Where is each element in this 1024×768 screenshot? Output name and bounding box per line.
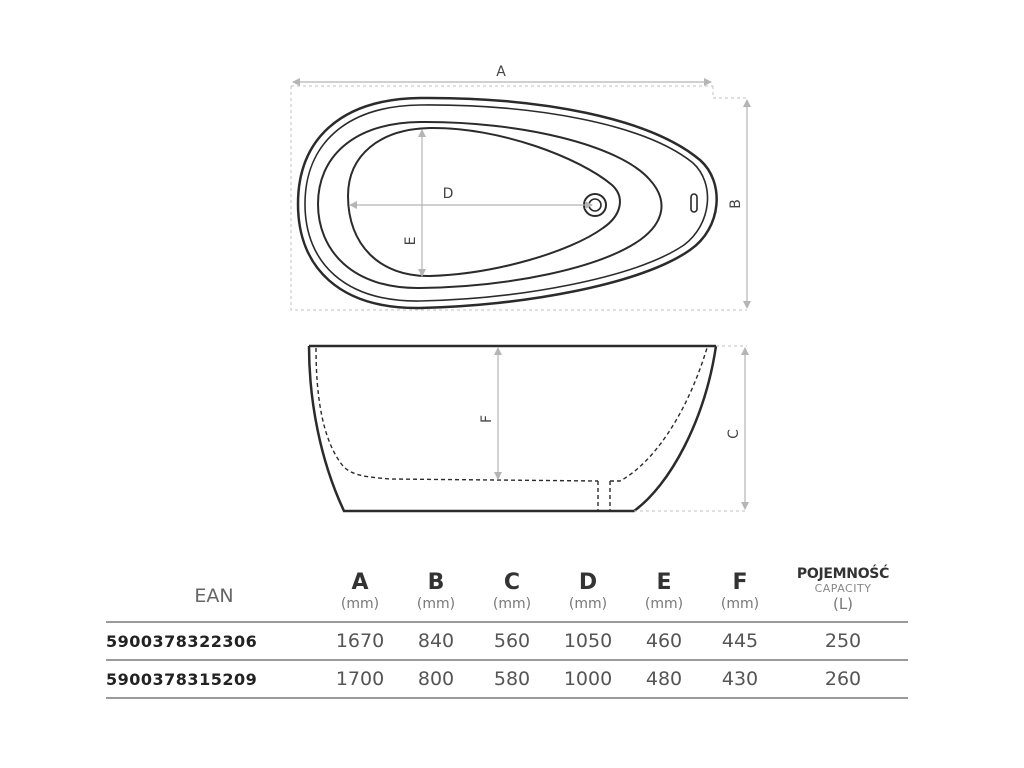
table-row [106,622,908,660]
cell-e: 480 [626,660,702,698]
dimension-label-a: A [496,64,506,80]
column-unit: (mm) [492,596,532,612]
dimensions-table [106,566,908,699]
cell-b: 800 [398,660,474,698]
ean-cell: 5900378315209 [106,660,322,698]
column-unit: (mm) [644,596,684,612]
capacity-subtitle: CAPACITY [814,582,872,595]
dimension-label-b: B [728,199,744,209]
top-view [291,64,747,310]
column-header-f [702,566,778,622]
column-unit: (mm) [416,596,456,612]
cell-b: 840 [398,622,474,660]
column-header-c [474,566,550,622]
column-letter: F [732,570,748,595]
column-unit: (mm) [340,596,380,612]
dimension-label-f: F [479,414,495,424]
cell-d: 1050 [550,622,626,660]
ean-cell: 5900378322306 [106,622,322,660]
column-letter: E [656,570,672,595]
dimension-label-c: C [726,429,742,439]
column-unit: (mm) [720,596,760,612]
capacity-unit: (L) [832,595,854,613]
table-header-row [106,566,908,622]
table-row [106,660,908,698]
column-letter: A [351,570,369,595]
column-header-b [398,566,474,622]
column-header-d [550,566,626,622]
cell-c: 560 [474,622,550,660]
cell-a: 1700 [322,660,398,698]
column-header-a [322,566,398,622]
tub-basin [348,128,620,276]
cell-a: 1670 [322,622,398,660]
dimension-label-d: D [442,186,454,202]
side-view-bounding-box [634,346,747,511]
cell-c: 580 [474,660,550,698]
overflow-icon [691,194,697,212]
capacity-title: POJEMNOŚĆ [796,566,890,582]
tub-side-inner-basin [316,348,707,481]
cell-e: 460 [626,622,702,660]
column-header-e [626,566,702,622]
column-letter: C [503,570,521,595]
cell-d: 1000 [550,660,626,698]
side-view [309,346,747,511]
cell-capacity: 250 [778,622,908,660]
cell-f: 430 [702,660,778,698]
column-header-capacity [778,566,908,622]
cell-capacity: 260 [778,660,908,698]
column-letter: B [427,570,445,595]
column-unit: (mm) [568,596,608,612]
ean-column-header: EAN [106,566,322,622]
dimension-label-e: E [403,236,419,246]
column-letter: D [578,570,598,595]
tub-side-outline [309,346,716,511]
top-view-bounding-box [291,86,747,310]
cell-f: 445 [702,622,778,660]
